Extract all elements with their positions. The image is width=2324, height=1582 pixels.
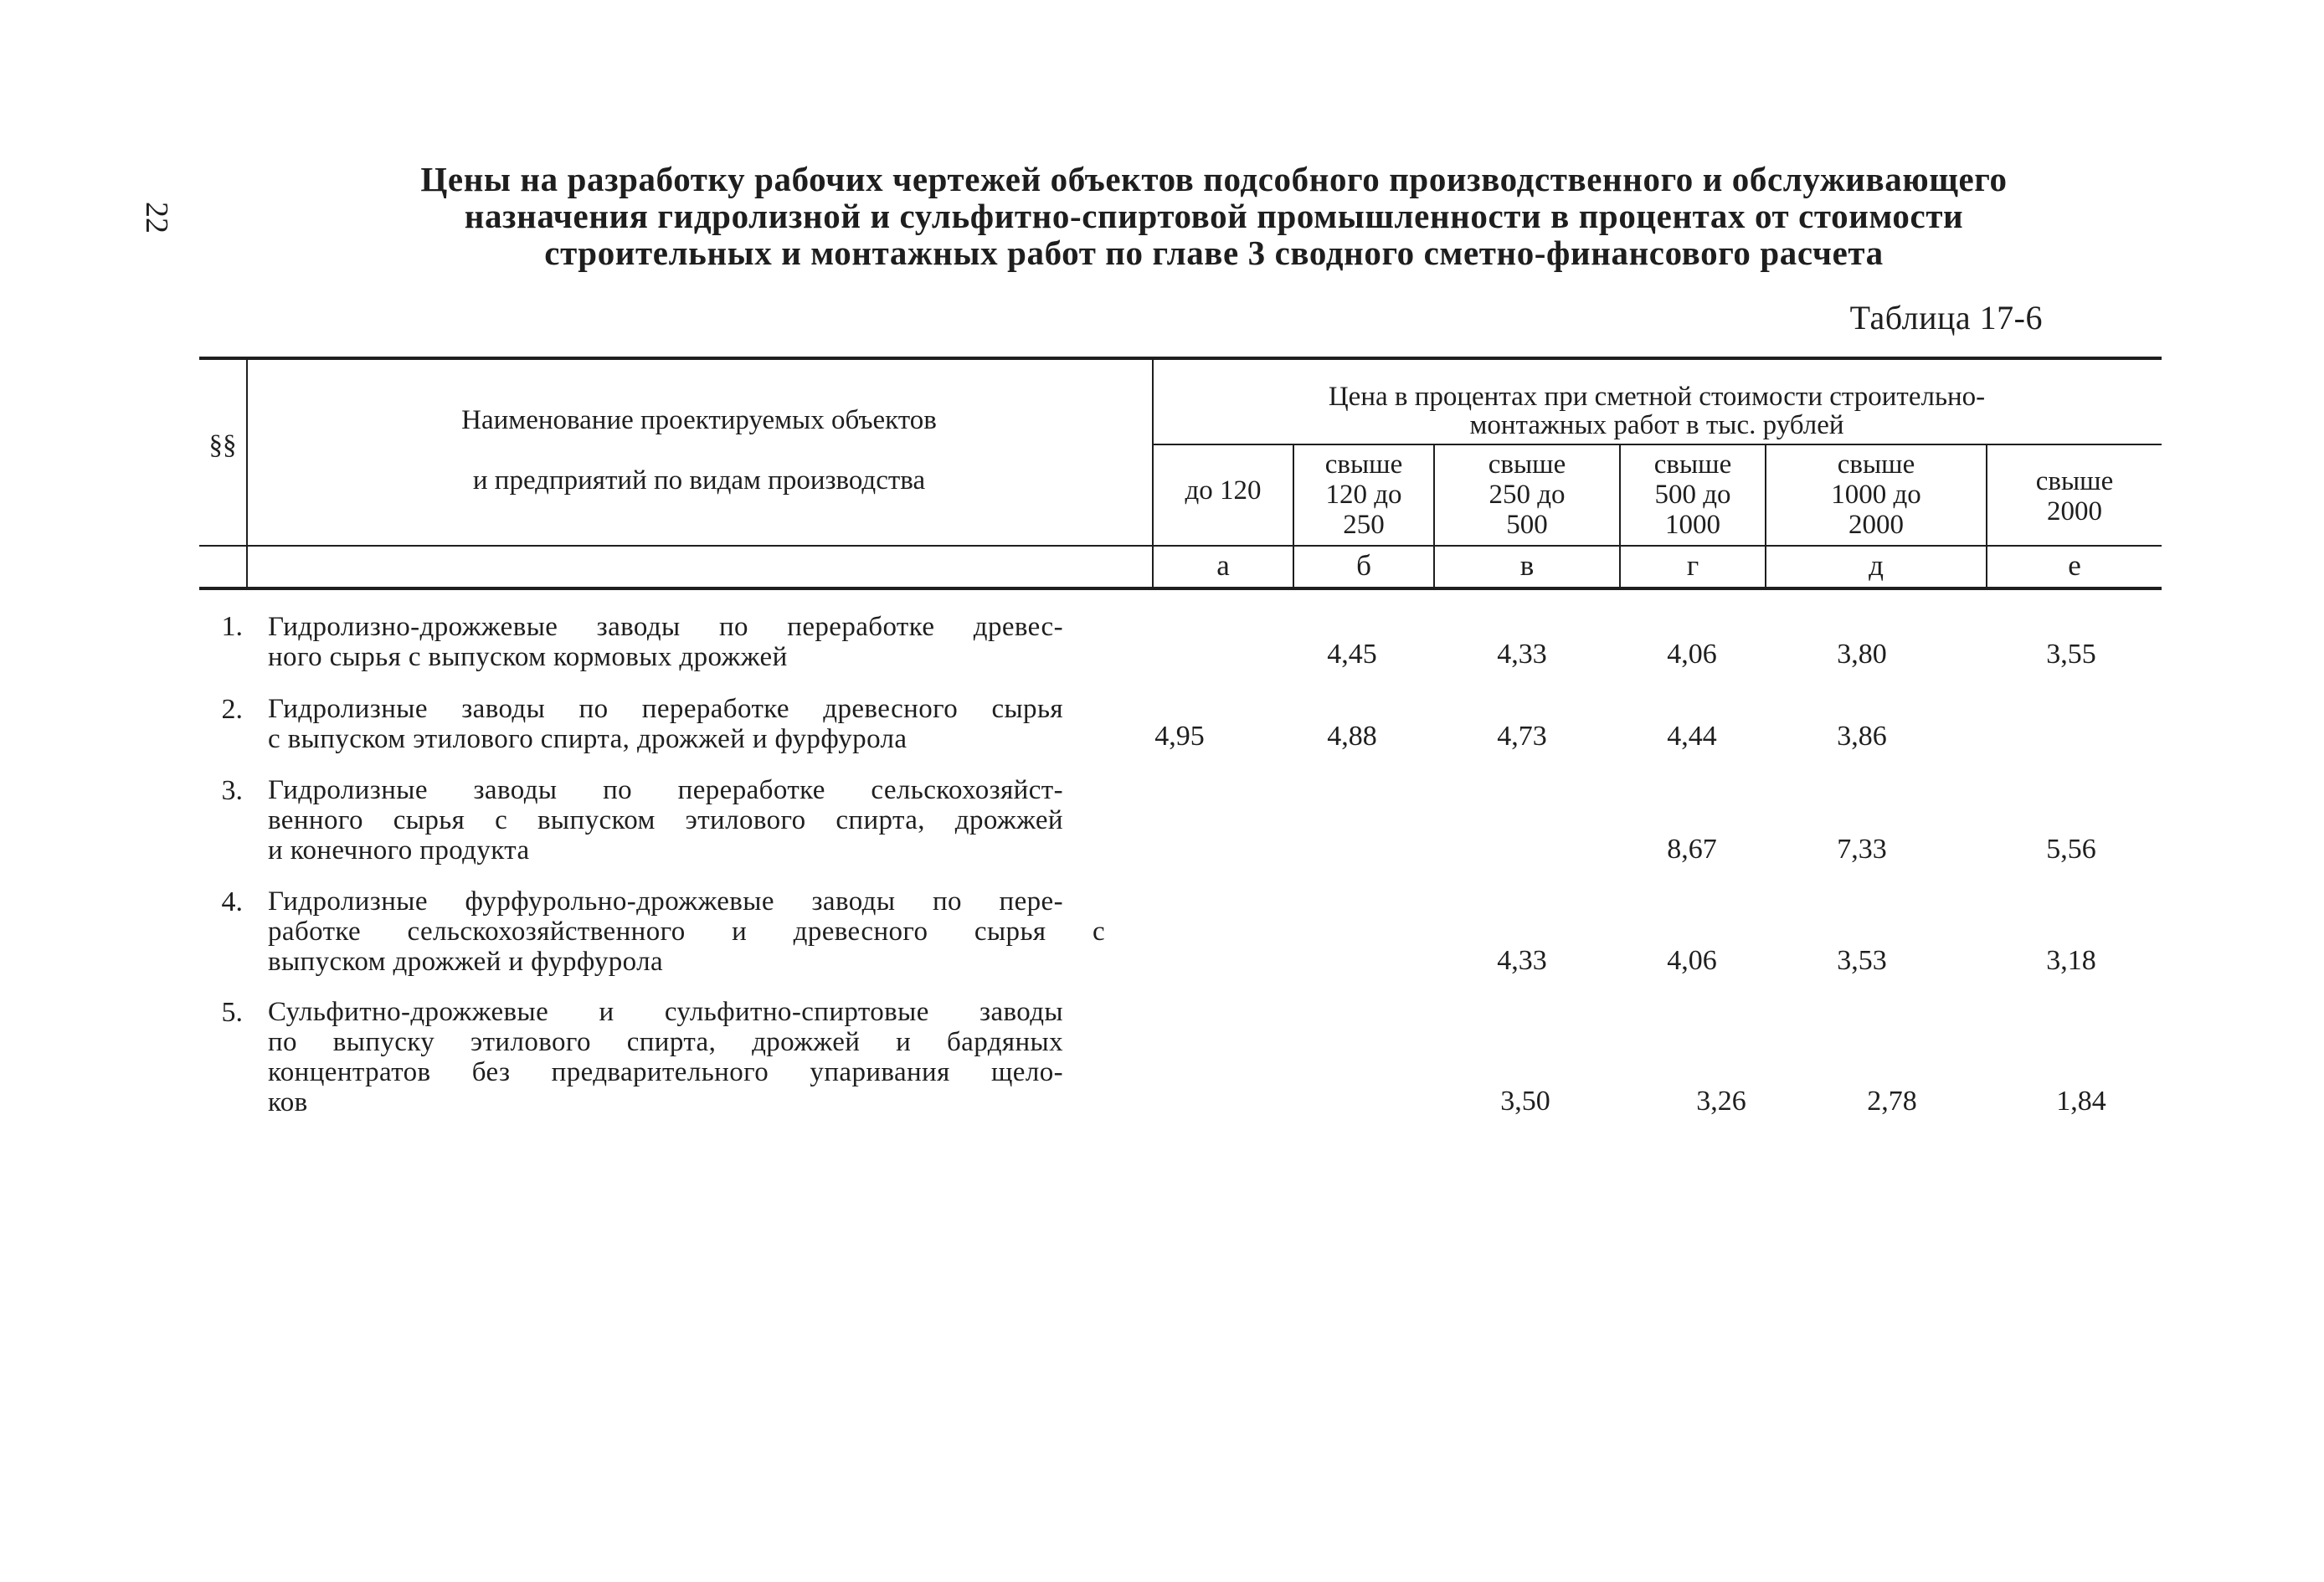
value-cell: 3,55 (2046, 639, 2096, 670)
column-header-text: 2000 (2047, 496, 2102, 526)
value-cell: 3,26 (1696, 1086, 1746, 1117)
column-header-b (1294, 449, 1433, 540)
row-name (268, 775, 1063, 865)
header-bottom-rule (199, 545, 2162, 547)
section-header: §§ (208, 430, 237, 460)
row-name-line: ков (268, 1087, 308, 1117)
column-header-text: до 120 (1185, 475, 1262, 506)
value-cell: 7,33 (1837, 834, 1887, 865)
title-line: строительных и монтажных работ по главе 3 сводного сметно-финансового расчета (544, 234, 1884, 272)
column-header-g (1621, 449, 1765, 540)
column-letter: б (1356, 549, 1371, 582)
column-header-text: свыше (2035, 466, 2114, 496)
row-name-line: выпуском дрожжей и фурфурола (268, 947, 664, 977)
column-letter: г (1686, 549, 1699, 582)
value-cell: 5,56 (2046, 834, 2096, 865)
value-cell: 2,78 (1867, 1086, 1917, 1117)
row-name (268, 886, 1105, 977)
value-cell: 4,33 (1497, 945, 1547, 976)
row-name (268, 612, 1063, 672)
row-name-line: и конечного продукта (268, 835, 530, 865)
row-name-line: Гидролизные фурфурольно-дрожжевые заводы по пере- (268, 886, 1063, 917)
column-header-text: 1000 (1665, 510, 1720, 540)
row-name-line: по выпуску этилового спирта, дрожжей и бардяных (268, 1027, 1063, 1057)
column-header-d (1766, 449, 1986, 540)
column-header-text: 250 до (1488, 480, 1566, 510)
row-number: 4. (221, 886, 243, 917)
column-header-e (1987, 466, 2162, 526)
row-name-line: работке сельскохозяйственного и древесного сырья с (268, 917, 1105, 947)
row-name-line: Гидролизно-дрожжевые заводы по переработке древес- (268, 612, 1063, 642)
value-cell: 1,84 (2056, 1086, 2106, 1117)
column-header-text: свыше (1837, 449, 1915, 480)
name-header-line2: и предприятий по видам производства (472, 465, 926, 496)
column-header-text: 500 (1506, 510, 1548, 540)
value-cell: 3,50 (1500, 1086, 1550, 1117)
value-cell: 4,73 (1497, 721, 1547, 752)
value-cell: 3,80 (1837, 639, 1887, 670)
value-cell: 8,67 (1667, 834, 1717, 865)
row-name-line: венного сырья с выпуском этилового спирта, дрожжей (268, 805, 1063, 835)
value-cell: 4,88 (1327, 721, 1377, 752)
row-number: 5. (221, 997, 243, 1028)
column-letter: а (1216, 549, 1230, 582)
document-title (251, 161, 2177, 271)
price-group-header-line1: Цена в процентах при сметной стоимости строительно- (1328, 382, 1986, 412)
table-label: Таблица 17-6 (1849, 299, 2043, 336)
value-cell: 4,06 (1667, 639, 1717, 670)
column-header-text: 2000 (1848, 510, 1904, 540)
page-number: 22 (139, 202, 174, 234)
value-cell: 4,33 (1497, 639, 1547, 670)
column-header-a (1154, 475, 1293, 506)
column-letter: д (1869, 549, 1884, 582)
price-group-rule (1152, 444, 2162, 445)
value-cell: 3,18 (2046, 945, 2096, 976)
column-header-text: 120 до (1325, 480, 1402, 510)
column-header-text: 1000 до (1831, 480, 1921, 510)
column-header-text: 500 до (1654, 480, 1731, 510)
title-line: назначения гидролизной и сульфитно-спиртовой промышленности в процентах от стоимости (464, 197, 1964, 235)
value-cell: 4,44 (1667, 721, 1717, 752)
table-body-rule (199, 587, 2162, 590)
row-name-line: Гидролизные заводы по переработке древесного сырья (268, 694, 1063, 724)
name-header-line1: Наименование проектируемых объектов (461, 405, 937, 435)
row-name-line: ного сырья с выпуском кормовых дрожжей (268, 642, 788, 672)
value-cell: 4,06 (1667, 945, 1717, 976)
row-name (268, 694, 1063, 754)
value-cell: 3,53 (1837, 945, 1887, 976)
row-name-line: с выпуском этилового спирта, дрожжей и фурфурола (268, 724, 907, 754)
column-header-v (1435, 449, 1619, 540)
title-line: Цены на разработку рабочих чертежей объектов подсобного производственного и обслуживающего (420, 160, 2008, 198)
value-cell: 3,86 (1837, 721, 1887, 752)
row-name-line: Гидролизные заводы по переработке сельскохозяйст- (268, 775, 1063, 805)
column-header-text: свыше (1324, 449, 1403, 480)
row-number: 3. (221, 775, 243, 806)
value-cell: 4,45 (1327, 639, 1377, 670)
column-letter: е (2068, 549, 2081, 582)
row-number: 1. (221, 611, 243, 642)
price-group-header-line2: монтажных работ в тыс. рублей (1469, 410, 1844, 440)
row-name (268, 997, 1063, 1117)
row-number: 2. (221, 694, 243, 725)
row-name-line: концентратов без предварительного упаривания щело- (268, 1057, 1063, 1087)
table-top-rule (199, 357, 2162, 360)
column-header-text: свыше (1653, 449, 1732, 480)
column-header-text: 250 (1343, 510, 1385, 540)
column-header-text: свыше (1488, 449, 1566, 480)
column-letter: в (1519, 549, 1535, 582)
row-name-line: Сульфитно-дрожжевые и сульфитно-спиртовые заводы (268, 997, 1063, 1027)
value-cell: 4,95 (1154, 721, 1205, 752)
